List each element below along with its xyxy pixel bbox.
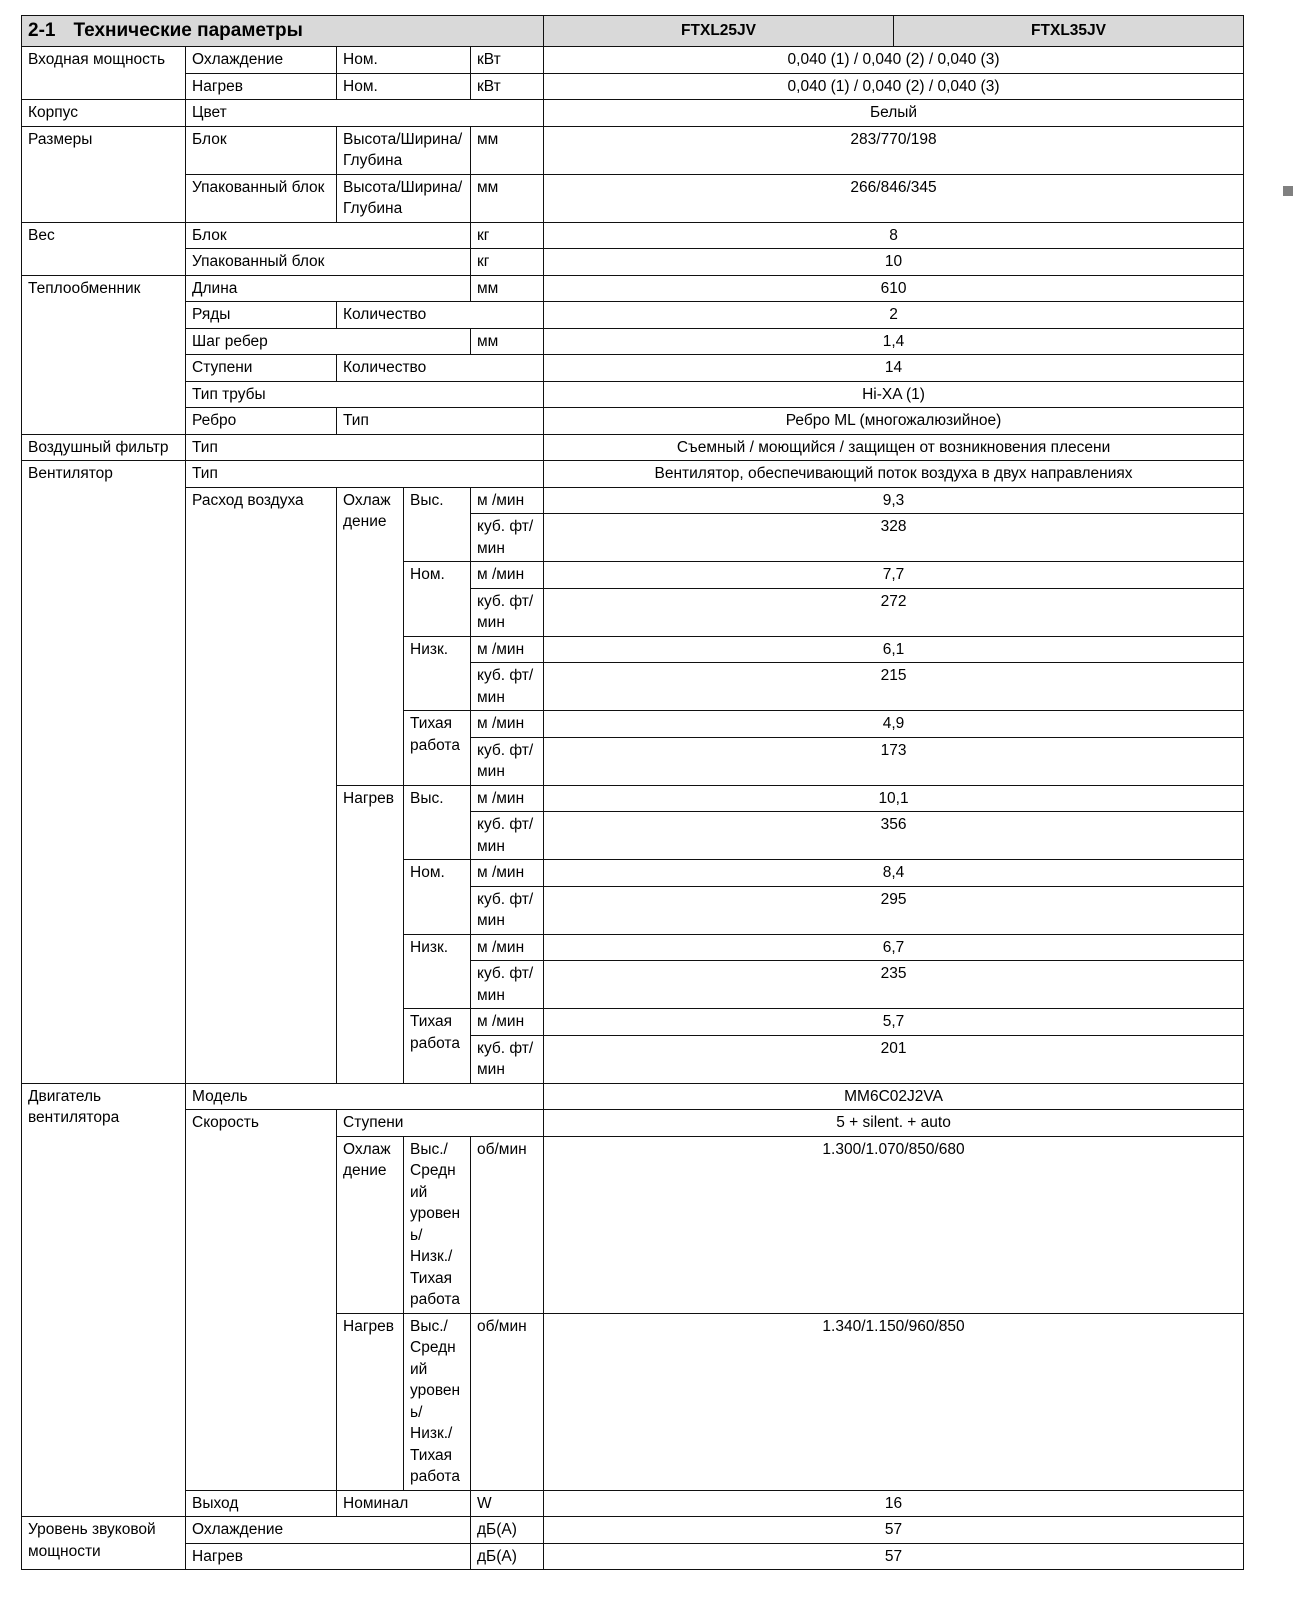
param-value: 8,4 [544,860,1244,887]
param-unit: м /мин [471,1009,544,1036]
airflow-cooling-label: Охлаж дение [337,487,404,785]
input-power-label: Входная мощность [22,47,186,100]
param-value: 215 [544,663,1244,711]
param-name: Охлаждение [186,1517,471,1544]
table-row [22,275,1244,302]
airflow-label: Расход воздуха [186,487,337,1083]
param-name: Ступени [186,355,337,382]
table-row [22,100,1244,127]
param-name: Нагрев [186,1543,471,1570]
speed-name: Выс. [404,785,471,860]
param-name: Блок [186,222,471,249]
param-sub: Количество [337,355,544,382]
param-name: Тип [186,434,544,461]
param-unit: кВт [471,73,544,100]
param-value: 173 [544,737,1244,785]
param-value: 57 [544,1517,1244,1544]
param-name: Ребро [186,408,337,435]
param-name: Цвет [186,100,544,127]
air-filter-label: Воздушный фильтр [22,434,186,461]
param-unit: мм [471,174,544,222]
param-value: 6,7 [544,934,1244,961]
dimensions-label: Размеры [22,126,186,222]
param-value: 328 [544,514,1244,562]
param-sub: Номинал [337,1490,471,1517]
param-name: Упакованный блок [186,249,471,276]
param-value: 5 + silent. + auto [544,1110,1244,1137]
param-unit: куб. фт/ мин [471,886,544,934]
param-value: 10,1 [544,785,1244,812]
table-row [22,1517,1244,1544]
param-unit: м /мин [471,487,544,514]
param-value: Hi-XA (1) [544,381,1244,408]
speed-name: Выс. [404,487,471,562]
param-value: 8 [544,222,1244,249]
param-unit: куб. фт/ мин [471,663,544,711]
param-value: 9,3 [544,487,1244,514]
param-unit: кВт [471,47,544,74]
param-value: 7,7 [544,562,1244,589]
param-unit: м /мин [471,711,544,738]
fan-label: Вентилятор [22,461,186,1084]
param-value: Съемный / моющийся / защищен от возникновения плесени [544,434,1244,461]
param-name: Тип трубы [186,381,544,408]
param-name: Нагрев [186,73,337,100]
param-name: Ряды [186,302,337,329]
param-unit: куб. фт/ мин [471,1035,544,1083]
airflow-heating-label: Нагрев [337,785,404,1083]
sound-power-label: Уровень звуковой мощности [22,1517,186,1570]
param-value: MM6C02J2VA [544,1083,1244,1110]
param-unit: об/мин [471,1136,544,1313]
param-unit: об/мин [471,1313,544,1490]
table-row [22,487,1244,514]
param-unit: W [471,1490,544,1517]
param-value: 16 [544,1490,1244,1517]
param-unit: м /мин [471,785,544,812]
param-unit: м /мин [471,562,544,589]
speed-name: Ном. [404,562,471,637]
param-value: 10 [544,249,1244,276]
param-value: 266/846/345 [544,174,1244,222]
weight-label: Вес [22,222,186,275]
fan-motor-label: Двигатель вентилятора [22,1083,186,1517]
param-name: Тип [186,461,544,488]
param-sub: Количество [337,302,544,329]
spec-table [21,15,1244,1570]
param-name: Блок [186,126,337,174]
header-row [22,16,1244,47]
param-value: Вентилятор, обеспечивающий поток воздуха в двух направлениях [544,461,1244,488]
speed-levels: Выс./ Средн ий уровен ь/ Низк./ Тихая работа [404,1313,471,1490]
param-value: 201 [544,1035,1244,1083]
param-value: Белый [544,100,1244,127]
param-value: 272 [544,588,1244,636]
param-unit: кг [471,249,544,276]
motor-heating-label: Нагрев [337,1313,404,1490]
table-row [22,1543,1244,1570]
param-unit: м /мин [471,860,544,887]
speed-label: Скорость [186,1110,337,1491]
param-unit: мм [471,275,544,302]
param-unit: куб. фт/ мин [471,737,544,785]
param-unit: м /мин [471,934,544,961]
model-header-ftxl25: FTXL25JV [544,16,894,47]
table-row [22,47,1244,74]
casing-label: Корпус [22,100,186,127]
table-row [22,328,1244,355]
model-header-ftxl35: FTXL35JV [894,16,1244,47]
param-value: 283/770/198 [544,126,1244,174]
table-row [22,126,1244,174]
heat-exchanger-label: Теплообменник [22,275,186,434]
table-row [22,249,1244,276]
speed-name: Низк. [404,934,471,1009]
param-value: 1.300/1.070/850/680 [544,1136,1244,1313]
speed-name: Тихая работа [404,711,471,786]
table-row [22,434,1244,461]
param-sub: Высота/Ширина/ Глубина [337,174,471,222]
param-sub: Тип [337,408,544,435]
table-row [22,174,1244,222]
param-name: Выход [186,1490,337,1517]
param-unit: мм [471,328,544,355]
param-value: Ребро ML (многожалюзийное) [544,408,1244,435]
param-value: 235 [544,961,1244,1009]
param-unit: куб. фт/ мин [471,812,544,860]
param-unit: м /мин [471,636,544,663]
table-row [22,461,1244,488]
param-name: Шаг ребер [186,328,471,355]
param-value: 356 [544,812,1244,860]
speed-name: Тихая работа [404,1009,471,1084]
param-name: Модель [186,1083,544,1110]
param-unit: мм [471,126,544,174]
param-unit: куб. фт/ мин [471,588,544,636]
param-value: 610 [544,275,1244,302]
table-row [22,1083,1244,1110]
speed-levels: Выс./ Средн ий уровен ь/ Низк./ Тихая работа [404,1136,471,1313]
param-sub: Высота/Ширина/ Глубина [337,126,471,174]
param-name: Охлаждение [186,47,337,74]
table-row [22,1110,1244,1137]
table-row [22,381,1244,408]
param-value: 5,7 [544,1009,1244,1036]
param-unit: дБ(A) [471,1517,544,1544]
param-value: 4,9 [544,711,1244,738]
param-value: 0,040 (1) / 0,040 (2) / 0,040 (3) [544,47,1244,74]
section-heading [22,16,544,47]
param-sub: Ступени [337,1110,544,1137]
param-sub: Ном. [337,47,471,74]
param-unit: куб. фт/ мин [471,961,544,1009]
page-edge-marker [1283,186,1293,196]
param-value: 1.340/1.150/960/850 [544,1313,1244,1490]
param-sub: Ном. [337,73,471,100]
param-unit: кг [471,222,544,249]
table-row [22,302,1244,329]
motor-cooling-label: Охлаж дение [337,1136,404,1313]
table-row [22,408,1244,435]
speed-name: Ном. [404,860,471,935]
param-name: Длина [186,275,471,302]
param-value: 295 [544,886,1244,934]
speed-name: Низк. [404,636,471,711]
param-value: 14 [544,355,1244,382]
table-row [22,73,1244,100]
param-value: 0,040 (1) / 0,040 (2) / 0,040 (3) [544,73,1244,100]
param-value: 6,1 [544,636,1244,663]
param-value: 1,4 [544,328,1244,355]
param-value: 57 [544,1543,1244,1570]
section-title: Технические параметры [73,19,303,41]
param-unit: дБ(A) [471,1543,544,1570]
section-number: 2-1 [28,19,56,41]
table-row [22,1490,1244,1517]
param-unit: куб. фт/ мин [471,514,544,562]
table-row [22,222,1244,249]
param-name: Упакованный блок [186,174,337,222]
param-value: 2 [544,302,1244,329]
table-row [22,355,1244,382]
